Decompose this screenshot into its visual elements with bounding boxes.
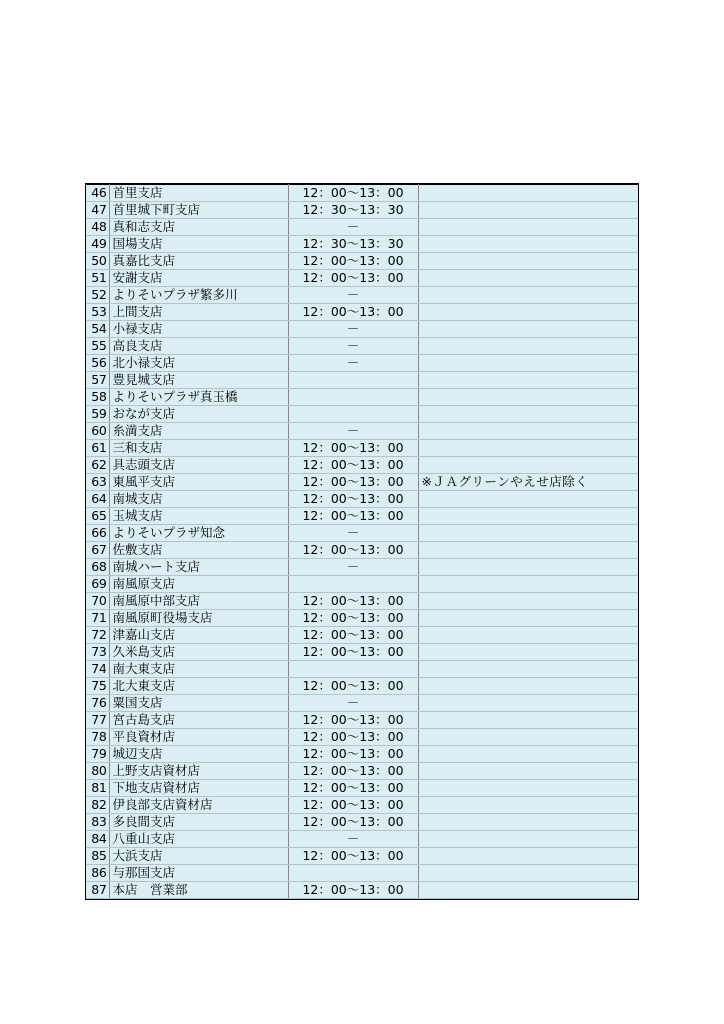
branch-name: 安謝支店	[109, 270, 288, 287]
row-number: 64	[86, 491, 109, 508]
branch-name: 佐敷支店	[109, 542, 288, 559]
row-number: 58	[86, 389, 109, 406]
remark	[418, 508, 638, 525]
lunch-hours: －	[288, 423, 418, 440]
table-row	[86, 508, 638, 525]
lunch-hours: 12：00～13：00	[288, 253, 418, 270]
lunch-hours: 12：00～13：00	[288, 678, 418, 695]
branch-name: 八重山支店	[109, 831, 288, 848]
table-row	[86, 423, 638, 440]
table-row	[86, 202, 638, 219]
branch-name: 首里支店	[109, 185, 288, 202]
remark	[418, 559, 638, 576]
remark	[418, 406, 638, 423]
table-row	[86, 763, 638, 780]
table-row	[86, 661, 638, 678]
row-number: 70	[86, 593, 109, 610]
lunch-hours: 12：00～13：00	[288, 593, 418, 610]
row-number: 66	[86, 525, 109, 542]
branch-name: 玉城支店	[109, 508, 288, 525]
lunch-hours: 12：00～13：00	[288, 712, 418, 729]
row-number: 78	[86, 729, 109, 746]
table-row	[86, 491, 638, 508]
row-number: 77	[86, 712, 109, 729]
lunch-hours: 12：00～13：00	[288, 491, 418, 508]
branch-name: 上野支店資材店	[109, 763, 288, 780]
table-row	[86, 287, 638, 304]
lunch-hours: 12：30～13：30	[288, 202, 418, 219]
row-number: 81	[86, 780, 109, 797]
lunch-hours	[288, 661, 418, 678]
row-number: 56	[86, 355, 109, 372]
row-number: 54	[86, 321, 109, 338]
table-row	[86, 797, 638, 814]
table-row	[86, 780, 638, 797]
table-row	[86, 576, 638, 593]
row-number: 69	[86, 576, 109, 593]
lunch-hours: 12：00～13：00	[288, 644, 418, 661]
branch-name: 津嘉山支店	[109, 627, 288, 644]
remark	[418, 593, 638, 610]
row-number: 71	[86, 610, 109, 627]
branch-name: 与那国支店	[109, 865, 288, 882]
table-row	[86, 729, 638, 746]
branch-name: 大浜支店	[109, 848, 288, 865]
lunch-hours: 12：00～13：00	[288, 882, 418, 899]
lunch-hours: 12：00～13：00	[288, 780, 418, 797]
table-row	[86, 236, 638, 253]
table-row	[86, 644, 638, 661]
branch-name: 平良資材店	[109, 729, 288, 746]
branch-name: 粟国支店	[109, 695, 288, 712]
branch-name: 城辺支店	[109, 746, 288, 763]
branch-name: 宮古島支店	[109, 712, 288, 729]
lunch-hours: －	[288, 219, 418, 236]
lunch-hours: 12：00～13：00	[288, 746, 418, 763]
table-row	[86, 525, 638, 542]
lunch-hours: 12：00～13：00	[288, 729, 418, 746]
table-row	[86, 593, 638, 610]
branch-name: 真嘉比支店	[109, 253, 288, 270]
remark	[418, 865, 638, 882]
lunch-hours: －	[288, 559, 418, 576]
lunch-hours	[288, 865, 418, 882]
branch-name: 三和支店	[109, 440, 288, 457]
table-row	[86, 219, 638, 236]
table-row	[86, 542, 638, 559]
branch-name: 南大東支店	[109, 661, 288, 678]
row-number: 62	[86, 457, 109, 474]
branch-name: 高良支店	[109, 338, 288, 355]
table-row	[86, 695, 638, 712]
row-number: 51	[86, 270, 109, 287]
row-number: 80	[86, 763, 109, 780]
branch-name: 真和志支店	[109, 219, 288, 236]
remark	[418, 848, 638, 865]
remark	[418, 457, 638, 474]
row-number: 76	[86, 695, 109, 712]
remark	[418, 661, 638, 678]
row-number: 84	[86, 831, 109, 848]
table-row	[86, 678, 638, 695]
table-row	[86, 746, 638, 763]
branch-name: 上間支店	[109, 304, 288, 321]
lunch-hours: 12：00～13：00	[288, 440, 418, 457]
lunch-hours: 12：00～13：00	[288, 763, 418, 780]
lunch-hours: 12：00～13：00	[288, 304, 418, 321]
lunch-hours: 12：00～13：00	[288, 848, 418, 865]
branch-name: 多良間支店	[109, 814, 288, 831]
table-row	[86, 253, 638, 270]
branch-name: 豊見城支店	[109, 372, 288, 389]
lunch-hours	[288, 372, 418, 389]
remark	[418, 202, 638, 219]
remark	[418, 780, 638, 797]
table-row	[86, 304, 638, 321]
table-row	[86, 457, 638, 474]
row-number: 79	[86, 746, 109, 763]
remark	[418, 797, 638, 814]
row-number: 68	[86, 559, 109, 576]
row-number: 48	[86, 219, 109, 236]
branch-name: よりそいプラザ繁多川	[109, 287, 288, 304]
branch-name: 南風原支店	[109, 576, 288, 593]
table-body	[86, 185, 638, 899]
row-number: 63	[86, 474, 109, 491]
branch-name: 南城支店	[109, 491, 288, 508]
remark	[418, 746, 638, 763]
lunch-hours: 12：00～13：00	[288, 185, 418, 202]
table-row	[86, 355, 638, 372]
lunch-hours: 12：00～13：00	[288, 542, 418, 559]
remark	[418, 712, 638, 729]
remark: ※ＪＡグリーンやえせ店除く	[418, 474, 638, 491]
remark	[418, 253, 638, 270]
remark	[418, 185, 638, 202]
lunch-hours: －	[288, 525, 418, 542]
row-number: 55	[86, 338, 109, 355]
lunch-hours: 12：00～13：00	[288, 270, 418, 287]
row-number: 82	[86, 797, 109, 814]
table-row	[86, 406, 638, 423]
remark	[418, 321, 638, 338]
row-number: 75	[86, 678, 109, 695]
branch-hours-table	[85, 183, 639, 900]
lunch-hours: －	[288, 831, 418, 848]
lunch-hours: 12：00～13：00	[288, 627, 418, 644]
remark	[418, 814, 638, 831]
lunch-hours: －	[288, 355, 418, 372]
branch-name: 首里城下町支店	[109, 202, 288, 219]
row-number: 67	[86, 542, 109, 559]
row-number: 72	[86, 627, 109, 644]
remark	[418, 695, 638, 712]
row-number: 46	[86, 185, 109, 202]
branch-name: 北小禄支店	[109, 355, 288, 372]
row-number: 86	[86, 865, 109, 882]
remark	[418, 678, 638, 695]
remark	[418, 610, 638, 627]
remark	[418, 355, 638, 372]
branch-name: 伊良部支店資材店	[109, 797, 288, 814]
branch-name: 糸満支店	[109, 423, 288, 440]
lunch-hours: 12：00～13：00	[288, 457, 418, 474]
table-row	[86, 712, 638, 729]
table-row	[86, 882, 638, 899]
row-number: 57	[86, 372, 109, 389]
row-number: 73	[86, 644, 109, 661]
table-row	[86, 270, 638, 287]
branch-name: 南風原中部支店	[109, 593, 288, 610]
row-number: 53	[86, 304, 109, 321]
row-number: 52	[86, 287, 109, 304]
table-row	[86, 814, 638, 831]
remark	[418, 627, 638, 644]
row-number: 49	[86, 236, 109, 253]
branch-name: 国場支店	[109, 236, 288, 253]
row-number: 83	[86, 814, 109, 831]
table-row	[86, 848, 638, 865]
remark	[418, 389, 638, 406]
row-number: 65	[86, 508, 109, 525]
branch-name: 東風平支店	[109, 474, 288, 491]
lunch-hours: 12：30～13：30	[288, 236, 418, 253]
remark	[418, 763, 638, 780]
table-row	[86, 559, 638, 576]
table-row	[86, 321, 638, 338]
table-row	[86, 831, 638, 848]
lunch-hours	[288, 576, 418, 593]
remark	[418, 729, 638, 746]
row-number: 50	[86, 253, 109, 270]
lunch-hours	[288, 406, 418, 423]
lunch-hours: 12：00～13：00	[288, 474, 418, 491]
lunch-hours: 12：00～13：00	[288, 797, 418, 814]
branch-name: よりそいプラザ真玉橋	[109, 389, 288, 406]
branch-name: 下地支店資材店	[109, 780, 288, 797]
table-row	[86, 372, 638, 389]
lunch-hours: 12：00～13：00	[288, 610, 418, 627]
row-number: 59	[86, 406, 109, 423]
lunch-hours: 12：00～13：00	[288, 508, 418, 525]
lunch-hours: －	[288, 695, 418, 712]
remark	[418, 644, 638, 661]
branch-name: よりそいプラザ知念	[109, 525, 288, 542]
branch-name: 小禄支店	[109, 321, 288, 338]
lunch-hours: －	[288, 287, 418, 304]
remark	[418, 831, 638, 848]
lunch-hours: 12：00～13：00	[288, 814, 418, 831]
remark	[418, 525, 638, 542]
remark	[418, 338, 638, 355]
branch-name: 南城ハート支店	[109, 559, 288, 576]
lunch-hours	[288, 389, 418, 406]
branch-name: 本店 営業部	[109, 882, 288, 899]
row-number: 87	[86, 882, 109, 899]
table-row	[86, 627, 638, 644]
remark	[418, 882, 638, 899]
branch-name: 南風原町役場支店	[109, 610, 288, 627]
branch-name: おなが支店	[109, 406, 288, 423]
lunch-hours: －	[288, 338, 418, 355]
remark	[418, 270, 638, 287]
table-row	[86, 338, 638, 355]
row-number: 47	[86, 202, 109, 219]
branch-name: 久米島支店	[109, 644, 288, 661]
table-row	[86, 865, 638, 882]
remark	[418, 287, 638, 304]
table-row	[86, 185, 638, 202]
table-row	[86, 440, 638, 457]
remark	[418, 542, 638, 559]
branch-name: 具志頭支店	[109, 457, 288, 474]
remark	[418, 372, 638, 389]
remark	[418, 219, 638, 236]
table-row	[86, 389, 638, 406]
row-number: 85	[86, 848, 109, 865]
lunch-hours: －	[288, 321, 418, 338]
branch-name: 北大東支店	[109, 678, 288, 695]
table-row	[86, 474, 638, 491]
row-number: 61	[86, 440, 109, 457]
remark	[418, 491, 638, 508]
remark	[418, 304, 638, 321]
remark	[418, 236, 638, 253]
row-number: 74	[86, 661, 109, 678]
remark	[418, 423, 638, 440]
remark	[418, 440, 638, 457]
table-row	[86, 610, 638, 627]
remark	[418, 576, 638, 593]
row-number: 60	[86, 423, 109, 440]
